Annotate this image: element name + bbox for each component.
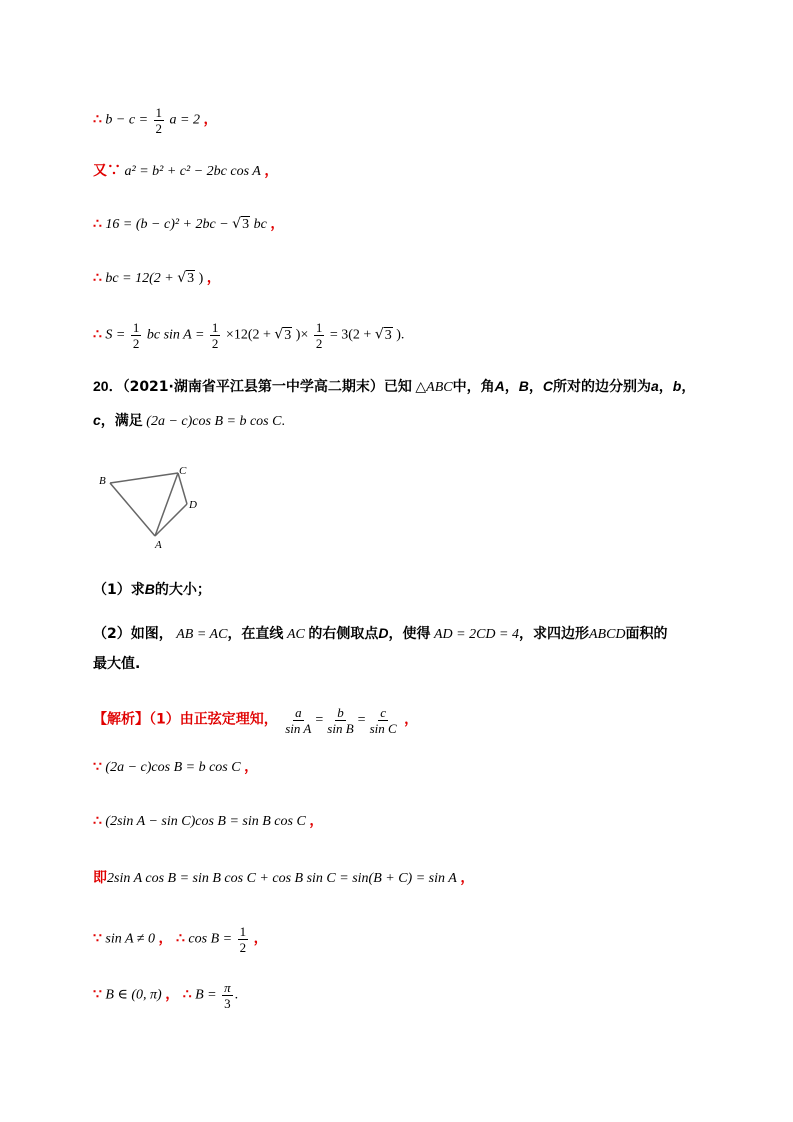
segment-CD [178,473,187,504]
therefore-symbol: ∴ [93,217,102,232]
therefore-symbol: ∴ [176,931,185,947]
expr: ABCD [588,627,626,642]
fraction [325,705,355,736]
segment-DA [155,504,187,536]
derivation-line-5 [93,320,404,351]
expr: bc [253,217,267,232]
fraction [368,705,399,736]
sqrt-arg: 3 [187,271,195,286]
label-D: D [189,499,197,511]
solution-line-3 [93,812,323,832]
question-1 [93,579,211,601]
sqrt-icon: √ [274,326,284,343]
expr: 2sin A cos B = sin B cos C + cos B sin C = sin(B + C) = sin A [107,871,457,886]
var-A: A [494,378,505,394]
denominator: 2 [132,336,140,351]
var-B: B [518,378,529,394]
segment-BA [110,483,155,536]
numerator: 1 [315,320,323,335]
label-A: A [155,539,162,551]
text: ，求四边形 [518,626,589,642]
expr: (2sin A − sin C)cos B = sin B cos C [105,814,306,829]
condition-expr: (2a − c)cos B = b cos C [146,414,282,429]
punctuation: ， [244,760,259,775]
var-B: B [144,581,155,597]
expr: ×12(2 + [225,327,271,343]
denominator: 2 [315,336,323,351]
question-2-line-2 [93,654,140,675]
question-2-line-1 [93,623,668,645]
text: 所对的边分别为 [552,379,651,395]
problem-number: 20． [93,378,123,394]
fraction [283,705,313,736]
sqrt-icon: √ [232,216,242,232]
text: （1）由正弦定理知， [149,711,278,728]
label-B: B [99,475,106,487]
text: ，在直线 [227,626,284,642]
numerator: b [337,705,344,720]
var-c: c [93,412,101,428]
punctuation: ， [203,112,218,128]
expr: a = 2 [169,112,200,128]
var-a: a [650,378,659,394]
therefore-symbol: ∴ [93,327,102,343]
problem-source: （2021·湖南省平江县第一中学高二期末） [122,379,384,395]
punctuation: ， [165,987,180,1003]
punctuation: ， [158,931,173,947]
denominator: sin C [369,721,397,736]
text: 最大值. [93,656,141,672]
quadrilateral-figure [93,460,223,555]
segment-BC [110,473,178,483]
solution-line-4 [93,868,474,889]
therefore-symbol: ∴ [93,271,102,286]
text: 中，角 [452,379,495,395]
denominator: 2 [239,940,247,955]
expr: a² = b² + c² − 2bc cos A [124,164,261,179]
therefore-symbol: ∴ [182,987,192,1003]
sqrt-arg: 3 [242,217,250,232]
punctuation: ， [253,931,268,947]
numerator: 1 [211,320,219,335]
punctuation: ， [460,871,475,886]
expr: S = [105,327,126,343]
equals: = [315,712,324,728]
expr: b − c = [105,112,149,128]
numerator: c [380,705,387,720]
expr: = 3(2 + [329,327,372,343]
fraction [222,980,233,1011]
numerator: 1 [132,320,140,335]
sqrt-icon: √ [374,326,384,343]
text: 的右侧取点 [308,626,379,642]
period: . [234,987,239,1003]
expr: )× [295,327,309,343]
q1-label: （1）求 [93,582,145,598]
sqrt-icon: √ [177,270,187,286]
punctuation: ， [264,164,279,179]
denominator: 3 [224,996,231,1011]
denominator: sin A [285,721,312,736]
because-symbol: 又∵ [93,164,121,179]
expr: cos B = [188,931,233,947]
numerator: π [224,980,231,995]
because-symbol: ∵ [93,987,102,1003]
punctuation: ， [270,217,285,232]
fraction [131,320,142,351]
period: . [281,414,285,429]
derivation-line-1 [93,105,217,136]
derivation-line-4 [93,268,221,289]
problem-statement-line-1: 20．（2021·湖南省平江县第一中学高二期末）已知 △ABC中，角A，B，C所对的边分别为a，b， [93,378,696,395]
therefore-symbol: ∴ [93,814,102,829]
denominator: 2 [211,336,219,351]
var-b: b [672,378,682,394]
label-C: C [179,465,187,477]
fraction [210,320,221,351]
fraction [314,320,325,351]
expr: bc = 12(2 + [105,271,174,286]
problem-statement-line-2 [93,410,285,432]
punctuation: ， [206,271,221,286]
ji-word: 即 [93,870,107,886]
text: 面积的 [625,626,668,642]
sqrt-arg: 3 [384,327,392,343]
expr: AC [286,627,305,642]
segment-CA [155,473,178,536]
because-symbol: ∵ [93,760,102,775]
solution-line-6 [93,980,238,1011]
expr: AB = AC [176,627,228,642]
denominator: sin B [327,721,354,736]
expr: AD = 2CD = 4 [433,627,519,642]
expr: B ∈ (0, π) [105,987,162,1003]
numerator: a [295,705,302,720]
denominator: 2 [155,121,163,136]
sqrt-arg: 3 [284,327,292,343]
solution-line-5 [93,924,268,955]
solution-tag: 【解析】 [93,711,149,728]
var-C: C [542,378,553,394]
therefore-symbol: ∴ [93,112,102,128]
because-symbol: ∵ [93,931,102,947]
text: ，满足 [100,413,143,429]
triangle-symbol: △ABC [415,380,453,395]
fraction [154,105,165,136]
numerator: 1 [155,105,163,120]
equals: = [357,712,366,728]
expr: B = [195,987,217,1003]
var-D: D [378,625,389,641]
expr: ) [198,271,204,286]
expr: 16 = (b − c)² + 2bc − [105,217,229,232]
q1-text: 的大小； [154,582,211,598]
derivation-line-3 [93,214,284,235]
numerator: 1 [239,924,247,939]
text: ，使得 [388,626,431,642]
solution-line-1 [93,705,418,736]
expr: ). [396,327,405,343]
punctuation: ， [309,814,324,829]
solution-line-2 [93,758,258,778]
derivation-line-2 [93,162,278,182]
q2-label: （2）如图， [93,626,173,642]
fraction [238,924,249,955]
expr: (2a − c)cos B = b cos C [105,760,241,775]
punctuation: ， [404,712,419,728]
expr: bc sin A = [146,327,205,343]
text: 已知 [383,379,412,395]
expr: sin A ≠ 0 [105,931,155,947]
